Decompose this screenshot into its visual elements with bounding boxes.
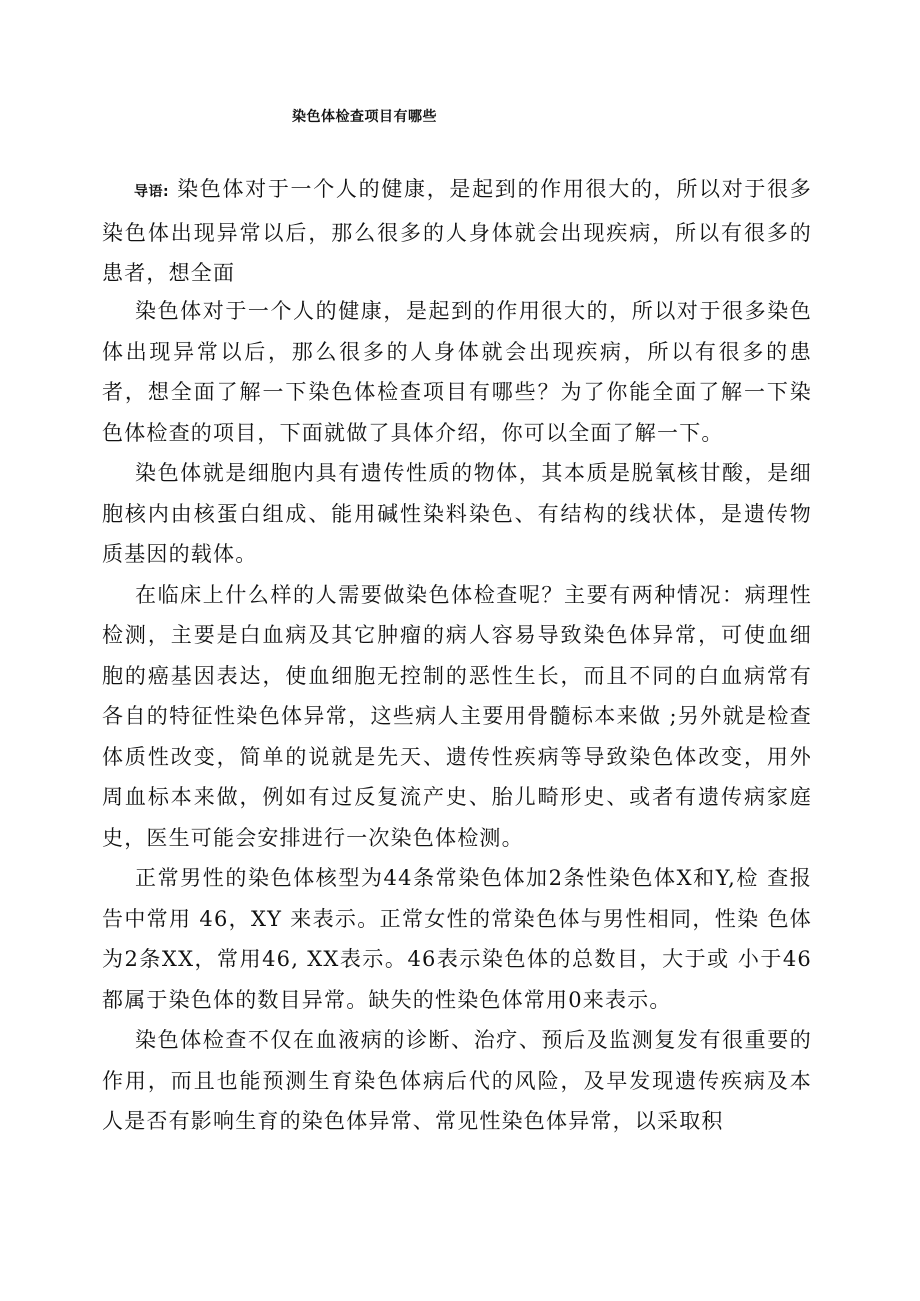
intro-label: 导语: xyxy=(134,184,169,200)
body-paragraph-1: 染色体对于一个人的健康，是起到的作用很大的，所以对于很多染色体出现异常以后，那么很多的人身体就会出现疾病，所以有很多的患者，想全面了解一下染色体检查项目有哪些？为了你能全面了解一下染色体检查的项目，下面就做了具体介绍，你可以全面了解一下。 xyxy=(102,299,812,445)
intro-paragraph xyxy=(102,169,812,294)
body-paragraph-5: 染色体检查不仅在血液病的诊断、治疗、预后及监测复发有很重要的作用，而且也能预测生育染色体病后代的风险，及早发现遗传疾病及本人是否有影响生育的染色体异常、常见性染色体异常，以采取积 xyxy=(102,1028,812,1133)
body-paragraph-2: 染色体就是细胞内具有遗传性质的物体，其本质是脱氧核甘酸，是细胞核内由核蛋白组成、能用碱性染料染色、有结构的线状体，是遗传物质基因的载体。 xyxy=(102,461,812,566)
intro-text: 染色体对于一个人的健康，是起到的作用很大的，所以对于很多染色体出现异常以后，那么很多的人身体就会出现疾病，所以有很多的患者，想全面 xyxy=(102,177,812,285)
body-paragraph-4: 正常男性的染色体核型为44条常染色体加2条性染色体X和Y,检 查报告中常用 46，XY 来表示。正常女性的常染色体与男性相同，性染 色体为2条XX，常用46, XX表示。46表示染色体的总数目，大于或 小于46都属于染色体的数目异常。缺失的性染色体常用0来表示。 xyxy=(102,866,812,1012)
body-paragraph-3: 在临床上什么样的人需要做染色体检查呢？主要有两种情况：病理性检测，主要是白血病及其它肿瘤的病人容易导致染色体异常，可使血细胞的癌基因表达，使血细胞无控制的恶性生长，而且不同的白血病常有各自的特征性染色体异常，这些病人主要用骨髓标本来做 ;另外就是检查体质性改变，简单的说就是先天、遗传性疾病等导致染色体改变，用外周血标本来做，例如有过反复流产史、胎儿畸形史、或者有遗传病家庭史，医生可能会安排进行一次染色体检测。 xyxy=(102,582,812,850)
document-body xyxy=(102,291,812,1142)
document-title: 染色体检查项目有哪些 xyxy=(292,109,437,125)
